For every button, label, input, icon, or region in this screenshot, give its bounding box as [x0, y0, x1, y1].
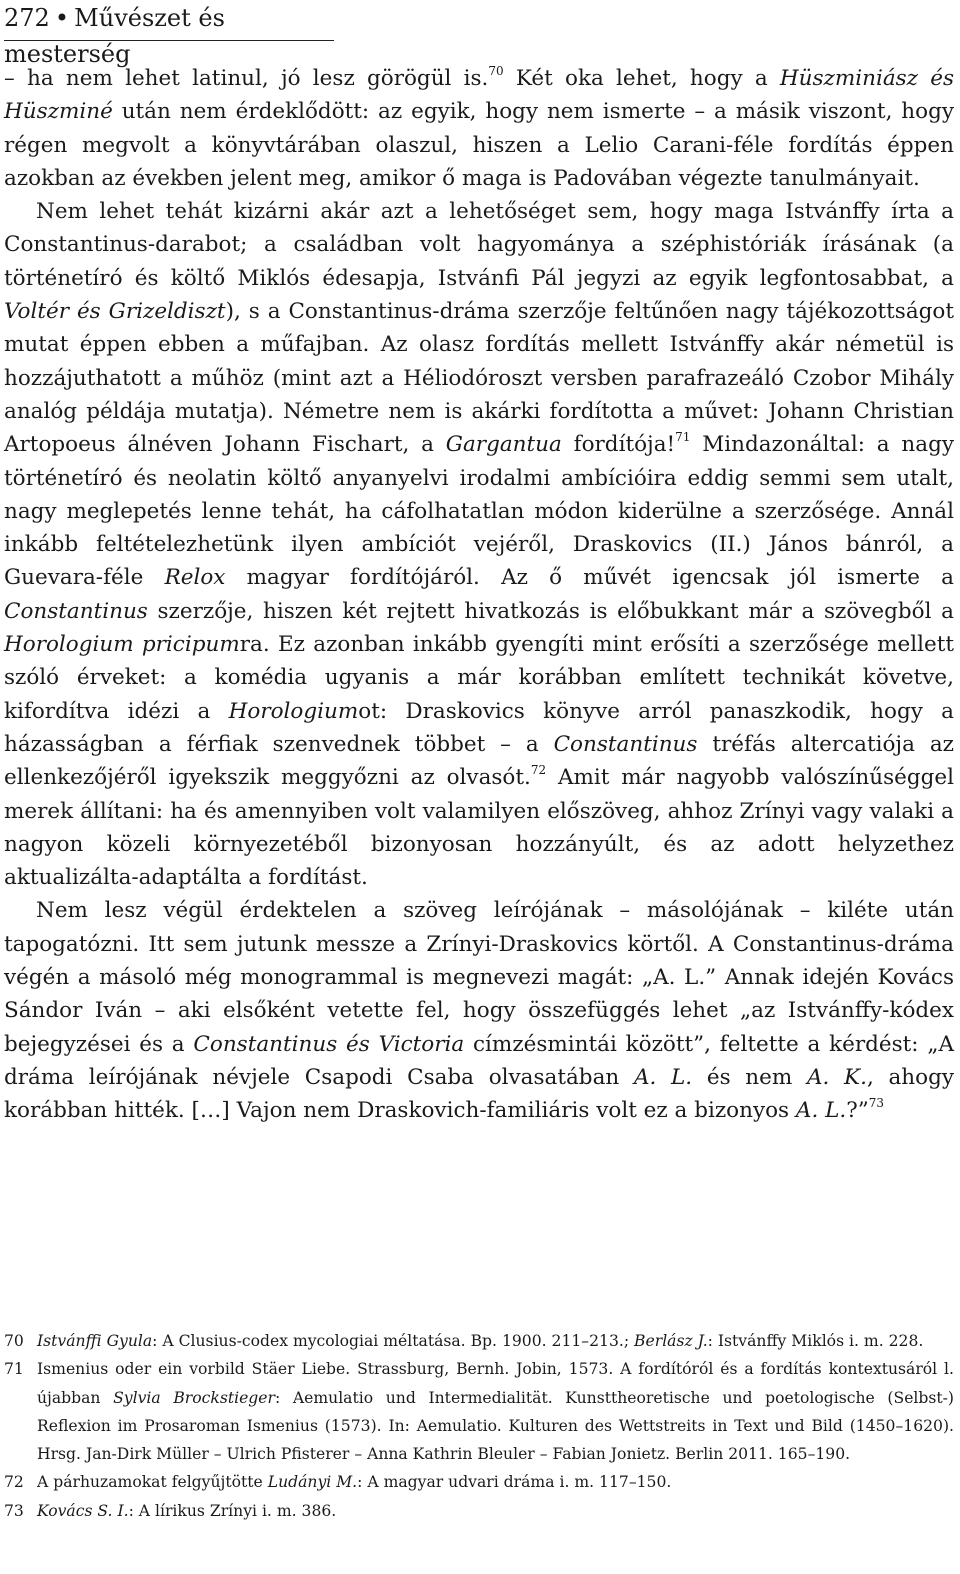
text-run: : Aemulatio und Intermedialität. Kunsttheoretische und poetologische (Selbst-) Reflexion im Prosaroman Ismenius (1573). In: Aemulatio. Kulturen des Wettstreits in Text und Bild (1450–1620). Hrsg. Jan-Dirk Müller – Ulrich Pfisterer – Anna Kathrin Bleuler – Fabian Jonietz. Berlin 2011. 165–190.	[37, 1388, 955, 1464]
text-run: Nem lehet tehát kizárni akár azt a lehetőséget sem, hogy maga Istvánffy írta a Constantinus-darabot; a családban volt hagyománya a széphistóriák írásának (a történetíró és költő Miklós édesapja, Istvánfi Pál jegyzi az egyik legfontosabbat, a	[4, 199, 954, 291]
text-run: címzésmintái között”, feltette a kérdést: „A dráma leírójának névjele Csapodi Csaba olvasatában	[4, 1031, 954, 1090]
text-run: Mindazonáltal: a nagy történetíró és neolatin költő anyanyelvi irodalmi ambícióira eddig semmi sem utalt, nagy meglepetés lenne tehát, ha cáfolhatatlan módon kiderülne a szerzősége. Annál inkább feltételezhetünk ilyen ambíciót vejéről, Draskovics (II.) János bánról, a Guevara-féle	[4, 432, 954, 591]
text-run: ra. Ez azonban inkább gyengíti mint erősíti a szerzősége mellett szóló érveket: a komédia ugyanis a már korábban említett technikát követve, kifordítva idézi a	[4, 632, 954, 724]
footnote-ref: 72	[530, 763, 547, 778]
paragraph-2	[4, 195, 954, 894]
italic-text: A. L.	[795, 1098, 847, 1124]
text-run: és nem	[692, 1064, 807, 1090]
text-run: szerzője, hiszen két rejtett hivatkozás is előbukkant már a szövegből a	[147, 598, 954, 624]
italic-text: Ludányi M.	[267, 1473, 358, 1492]
body-text	[4, 62, 954, 1128]
footnote-71	[4, 1355, 954, 1468]
footnote-text	[37, 1327, 954, 1355]
text-run: után nem érdeklődött: az egyik, hogy nem ismerte – a másik viszont, hogy régen megvolt a könyvtárában olaszul, hiszen a Lelio Carani-féle fordítás éppen azokban az években jelent meg, amikor ő maga is Padovában végezte tanulmányait.	[4, 99, 954, 191]
italic-text: A. L.	[633, 1064, 693, 1090]
paragraph-1	[4, 62, 954, 195]
italic-text: Voltér és Grizeldiszt	[4, 299, 226, 325]
italic-text: Horologium pricipum	[4, 632, 240, 658]
text-run: : A Clusius-codex mycologiai méltatása. Bp. 1900. 211–213.;	[152, 1332, 635, 1350]
text-run: , ahogy korábban hitték. […] Vajon nem Draskovich-familiáris volt ez a bizonyos	[4, 1064, 955, 1124]
text-run: Amit már nagyobb valószínűséggel merek állítani: ha és amennyiben volt valamilyen előszöveg, ahhoz Zrínyi vagy valaki a nagyon közeli környezetéből bizonyosan hozzányúlt, és az adott helyzethez aktualizálta-adaptálta a fordítást.	[4, 765, 954, 891]
footnote-72	[4, 1468, 954, 1496]
text-run: : Istvánffy Miklós i. m. 228.	[707, 1332, 924, 1350]
italic-text: Berlász J.	[634, 1332, 708, 1350]
footnote-number: 71	[4, 1360, 24, 1379]
paragraph-3	[4, 894, 954, 1127]
footnote-ref: 73	[868, 1096, 885, 1111]
footnote-73	[4, 1497, 954, 1525]
italic-text: Sylvia Brockstieger	[113, 1388, 275, 1407]
text-run: Két oka lehet, hogy a	[503, 66, 780, 91]
footnote-text	[37, 1355, 954, 1468]
italic-text: Constantinus és Victoria	[193, 1031, 465, 1057]
text-run: fordítója!	[561, 432, 676, 458]
italic-text: Horologium	[228, 698, 359, 724]
footnote-text	[37, 1468, 954, 1496]
running-header	[4, 0, 334, 68]
page-number: 272	[4, 4, 50, 32]
text-run: ), s a Constantinus-dráma szerzője feltűnően nagy tájékozottságot mutat éppen ebben a műfajban. Az olasz fordítás mellett Istvánffy akár németül is hozzájuthatott a műhöz (mint azt a Héliodóroszt versben parafrazeáló Czobor Mihály analóg példája mutatja). Németre nem is akárki fordította a művet: Johann Christian Artopoeus álnéven Johann Fischart, a	[4, 299, 954, 458]
italic-text: Constantinus	[553, 731, 698, 757]
text-run: A párhuzamokat felgyűjtötte	[37, 1473, 268, 1492]
footnote-70	[4, 1327, 954, 1355]
text-run: tréfás altercatiója az ellenkezőjéről igyekszik meggyőzni az olvasót.	[4, 731, 954, 791]
text-run: Nem lesz végül érdektelen a szöveg leírójának – másolójának – kiléte után tapogatózni. Itt sem jutunk messze a Zrínyi-Draskovics körtől. A Constantinus-dráma végén a másoló még monogrammal is megnevezi magát: „A. L.” Annak idején Kovács Sándor Iván – aki elsőként vetette fel, hogy összefüggés lehet „az Istvánffy-kódex bejegyzései és a	[4, 898, 954, 1057]
italic-text: Constantinus	[4, 598, 148, 624]
footnote-ref: 70	[488, 64, 504, 78]
footnote-ref: 71	[675, 430, 691, 445]
chapter-title: Művészet és mesterség	[4, 4, 225, 68]
footnote-number: 72	[4, 1473, 24, 1492]
text-run: magyar fordítójáról. Az ő művét igencsak jól ismerte a	[225, 565, 954, 591]
text-run: – ha nem lehet latinul, jó lesz görögül is.	[4, 66, 489, 91]
footnote-number: 70	[4, 1332, 24, 1350]
italic-text: Gargantua	[445, 432, 562, 458]
text-run: ot: Draskovics könyve arról panaszkodik, hogy a házasságban a férfiak szenvednek többet – a	[4, 698, 954, 757]
text-run: : A magyar udvari dráma i. m. 117–150.	[357, 1473, 672, 1492]
header-bullet: •	[54, 4, 70, 32]
text-run: : A lírikus Zrínyi i. m. 386.	[128, 1501, 337, 1520]
italic-text: Relox	[164, 565, 226, 591]
footnote-text	[37, 1497, 954, 1525]
text-run: ?”	[846, 1098, 869, 1124]
italic-text: Istvánffi Gyula	[37, 1332, 153, 1350]
italic-text: Kovács S. I.	[37, 1501, 129, 1520]
footnotes	[4, 1327, 954, 1525]
italic-text: A. K.	[806, 1064, 867, 1090]
footnote-number: 73	[4, 1501, 24, 1520]
italic-text: Hüszminiász és Hüszminé	[4, 66, 955, 125]
text-run: Ismenius oder ein vorbild Stäer Liebe. Strassburg, Bernh. Jobin, 1573. A fordítóról és a fordítás kontextusáról l. újabban	[37, 1360, 954, 1407]
